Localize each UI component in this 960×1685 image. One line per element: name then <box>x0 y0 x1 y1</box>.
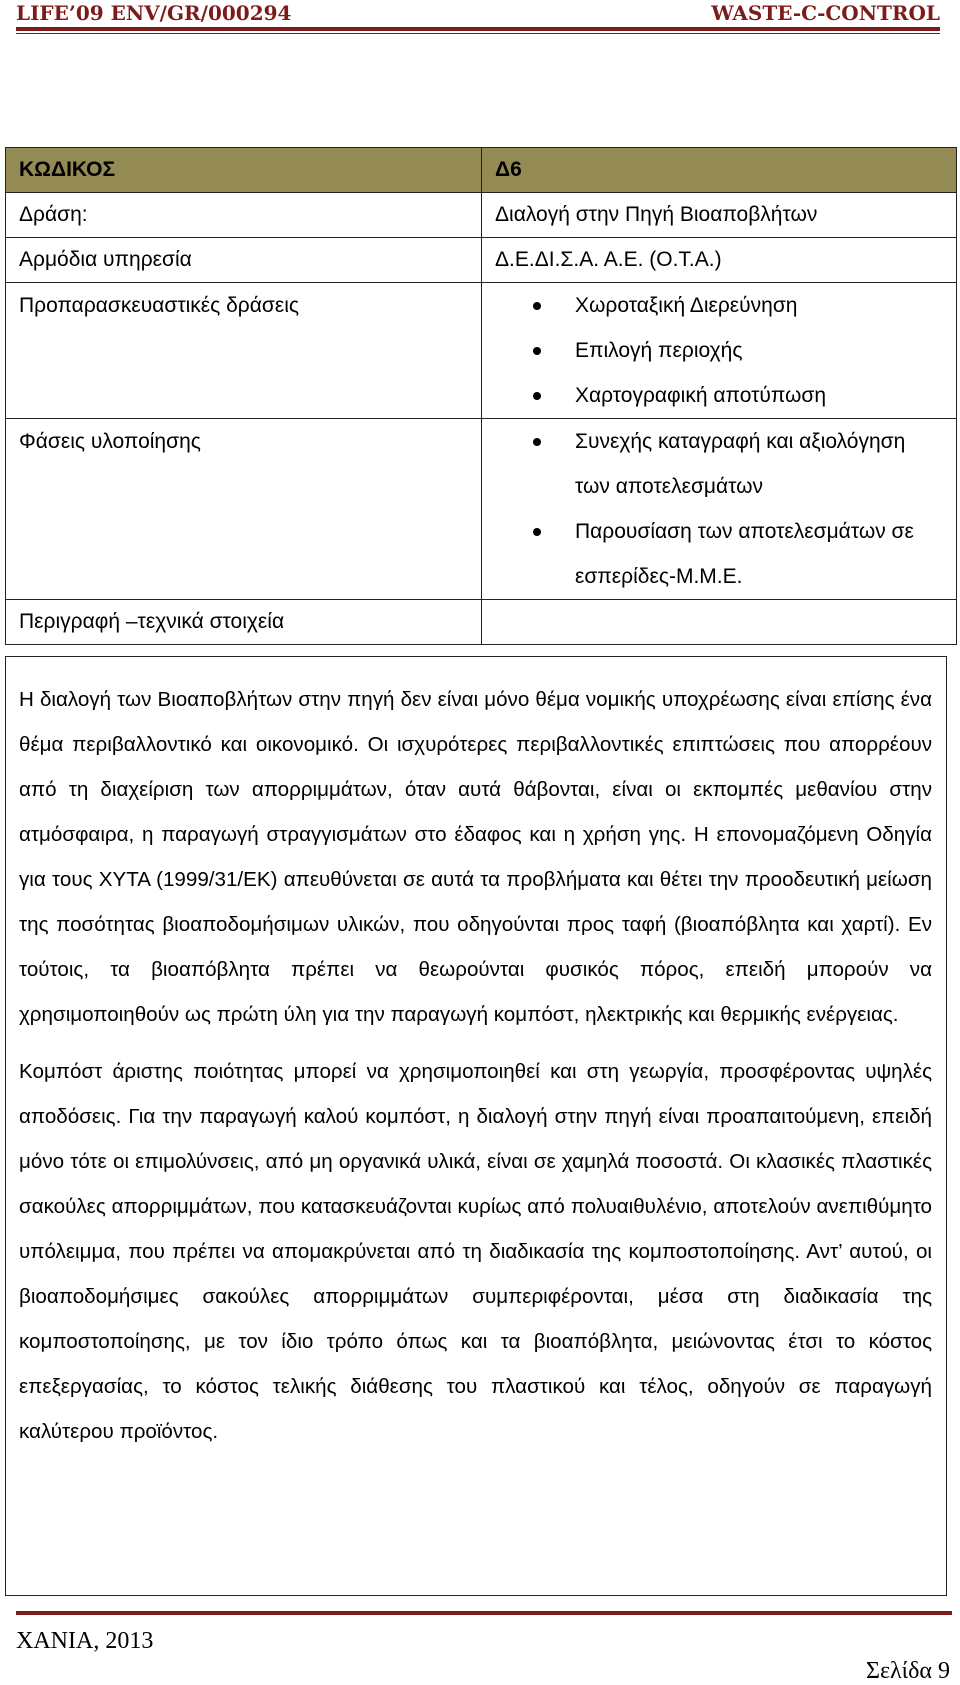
service-label: Αρμόδια υπηρεσία <box>6 238 482 283</box>
description-text-box <box>5 656 947 1596</box>
footer-page-number: Σελίδα 9 <box>865 1658 950 1684</box>
service-value: Δ.Ε.ΔΙ.Σ.Α. Α.Ε. (Ο.Τ.Α.) <box>482 238 957 283</box>
phases-label: Φάσεις υλοποίησης <box>6 419 482 600</box>
page-header <box>16 0 940 26</box>
code-value: Δ6 <box>482 148 957 193</box>
list-item: Συνεχής καταγραφή και αξιολόγηση των αποτελεσμάτων <box>482 419 956 509</box>
bullet-icon <box>533 302 541 310</box>
phases-list-cell <box>482 419 957 600</box>
header-project-code: LIFE’09 ENV/GR/000294 <box>16 1 292 25</box>
footer-location-date: ΧΑΝΙΑ, 2013 <box>16 1628 154 1654</box>
desc-value <box>482 600 957 645</box>
list-item: Παρουσίαση των αποτελεσμάτων σε εσπερίδες-Μ.Μ.Ε. <box>482 509 956 599</box>
header-project-name: WASTE-C-CONTROL <box>711 1 940 25</box>
bullet-icon <box>533 438 541 446</box>
paragraph: Η διαλογή των Βιοαποβλήτων στην πηγή δεν είναι μόνο θέμα νομικής υποχρέωσης είναι επίσης ένα θέμα περιβαλλοντικό και οικονομικό. Οι ισχυρότερες περιβαλλοντικές επιπτώσεις που απορρέουν από τη διαχείριση των απορριμμάτων, όταν αυτά θάβονται, είναι οι εκπομπές μεθανίου στην ατμόσφαιρα, η παραγωγή στραγγισμάτων στο έδαφος και η χρήση γης. Η επονομαζόμενη Οδηγία για τους ΧΥΤΑ (1999/31/ΕΚ) απευθύνεται σε αυτά τα προβλήματα και θέτει την προοδευτική μείωση της ποσότητας βιοαποδομήσιμων υλικών, που οδηγούνται προς ταφή (βιοαπόβλητα και χαρτί). Εν τούτοις, τα βιοαπόβλητα πρέπει να θεωρούνται φυσικός πόρος, επειδή μπορούν να χρησιμοποιηθούν ως πρώτη ύλη για την παραγωγή κομπόστ, ηλεκτρικής και θερμικής ενέργειας. <box>19 688 932 1026</box>
bullet-icon <box>533 392 541 400</box>
footer-rule <box>16 1611 952 1615</box>
action-value: Διαλογή στην Πηγή Βιοαποβλήτων <box>482 193 957 238</box>
list-item: Χωροταξική Διερεύνηση <box>482 283 956 328</box>
action-info-table <box>5 147 957 645</box>
bullet-icon <box>533 528 541 536</box>
paragraph: Κομπόστ άριστης ποιότητας μπορεί να χρησιμοποιηθεί και στη γεωργία, προσφέροντας υψηλές αποδόσεις. Για την παραγωγή καλού κομπόστ, η διαλογή στην πηγή είναι προαπαιτούμενη, επειδή μόνο τότε οι επιμολύνσεις, από μη οργανικά υλικά, είναι σε χαμηλά ποσοστά. Οι κλασικές πλαστικές σακούλες απορριμμάτων, που κατασκευάζονται κυρίως από πολυαιθυλένιο, αποτελούν ανεπιθύμητο υπόλειμμα, που πρέπει να απομακρύνεται από τη διαδικασία της κομποστοποίησης. Αντ’ αυτού, οι βιοαποδομήσιμες σακούλες απορριμμάτων συμπεριφέρονται, μέσα στη διαδικασία της κομποστοποίησης, με τον ίδιο τρόπο όπως και τα βιοαπόβλητα, μειώνοντας έτσι το κόστος επεξεργασίας, το κόστος τελικής διάθεσης του πλαστικού και τέλος, οδηγούν σε παραγωγή καλύτερου προϊόντος. <box>19 1060 932 1443</box>
service-row <box>6 238 957 283</box>
list-item: Χαρτογραφική αποτύπωση <box>482 373 956 418</box>
header-rule-thin <box>16 33 940 34</box>
prep-list-cell <box>482 283 957 419</box>
action-row <box>6 193 957 238</box>
header-rule <box>16 27 940 31</box>
list-item: Επιλογή περιοχής <box>482 328 956 373</box>
code-label: ΚΩΔΙΚΟΣ <box>6 148 482 193</box>
prep-list <box>482 283 956 418</box>
table-header-row <box>6 148 957 193</box>
phases-row <box>6 419 957 600</box>
desc-label: Περιγραφή –τεχνικά στοιχεία <box>6 600 482 645</box>
desc-row <box>6 600 957 645</box>
prep-label: Προπαρασκευαστικές δράσεις <box>6 283 482 419</box>
bullet-icon <box>533 347 541 355</box>
action-label: Δράση: <box>6 193 482 238</box>
prep-row <box>6 283 957 419</box>
phases-list <box>482 419 956 599</box>
